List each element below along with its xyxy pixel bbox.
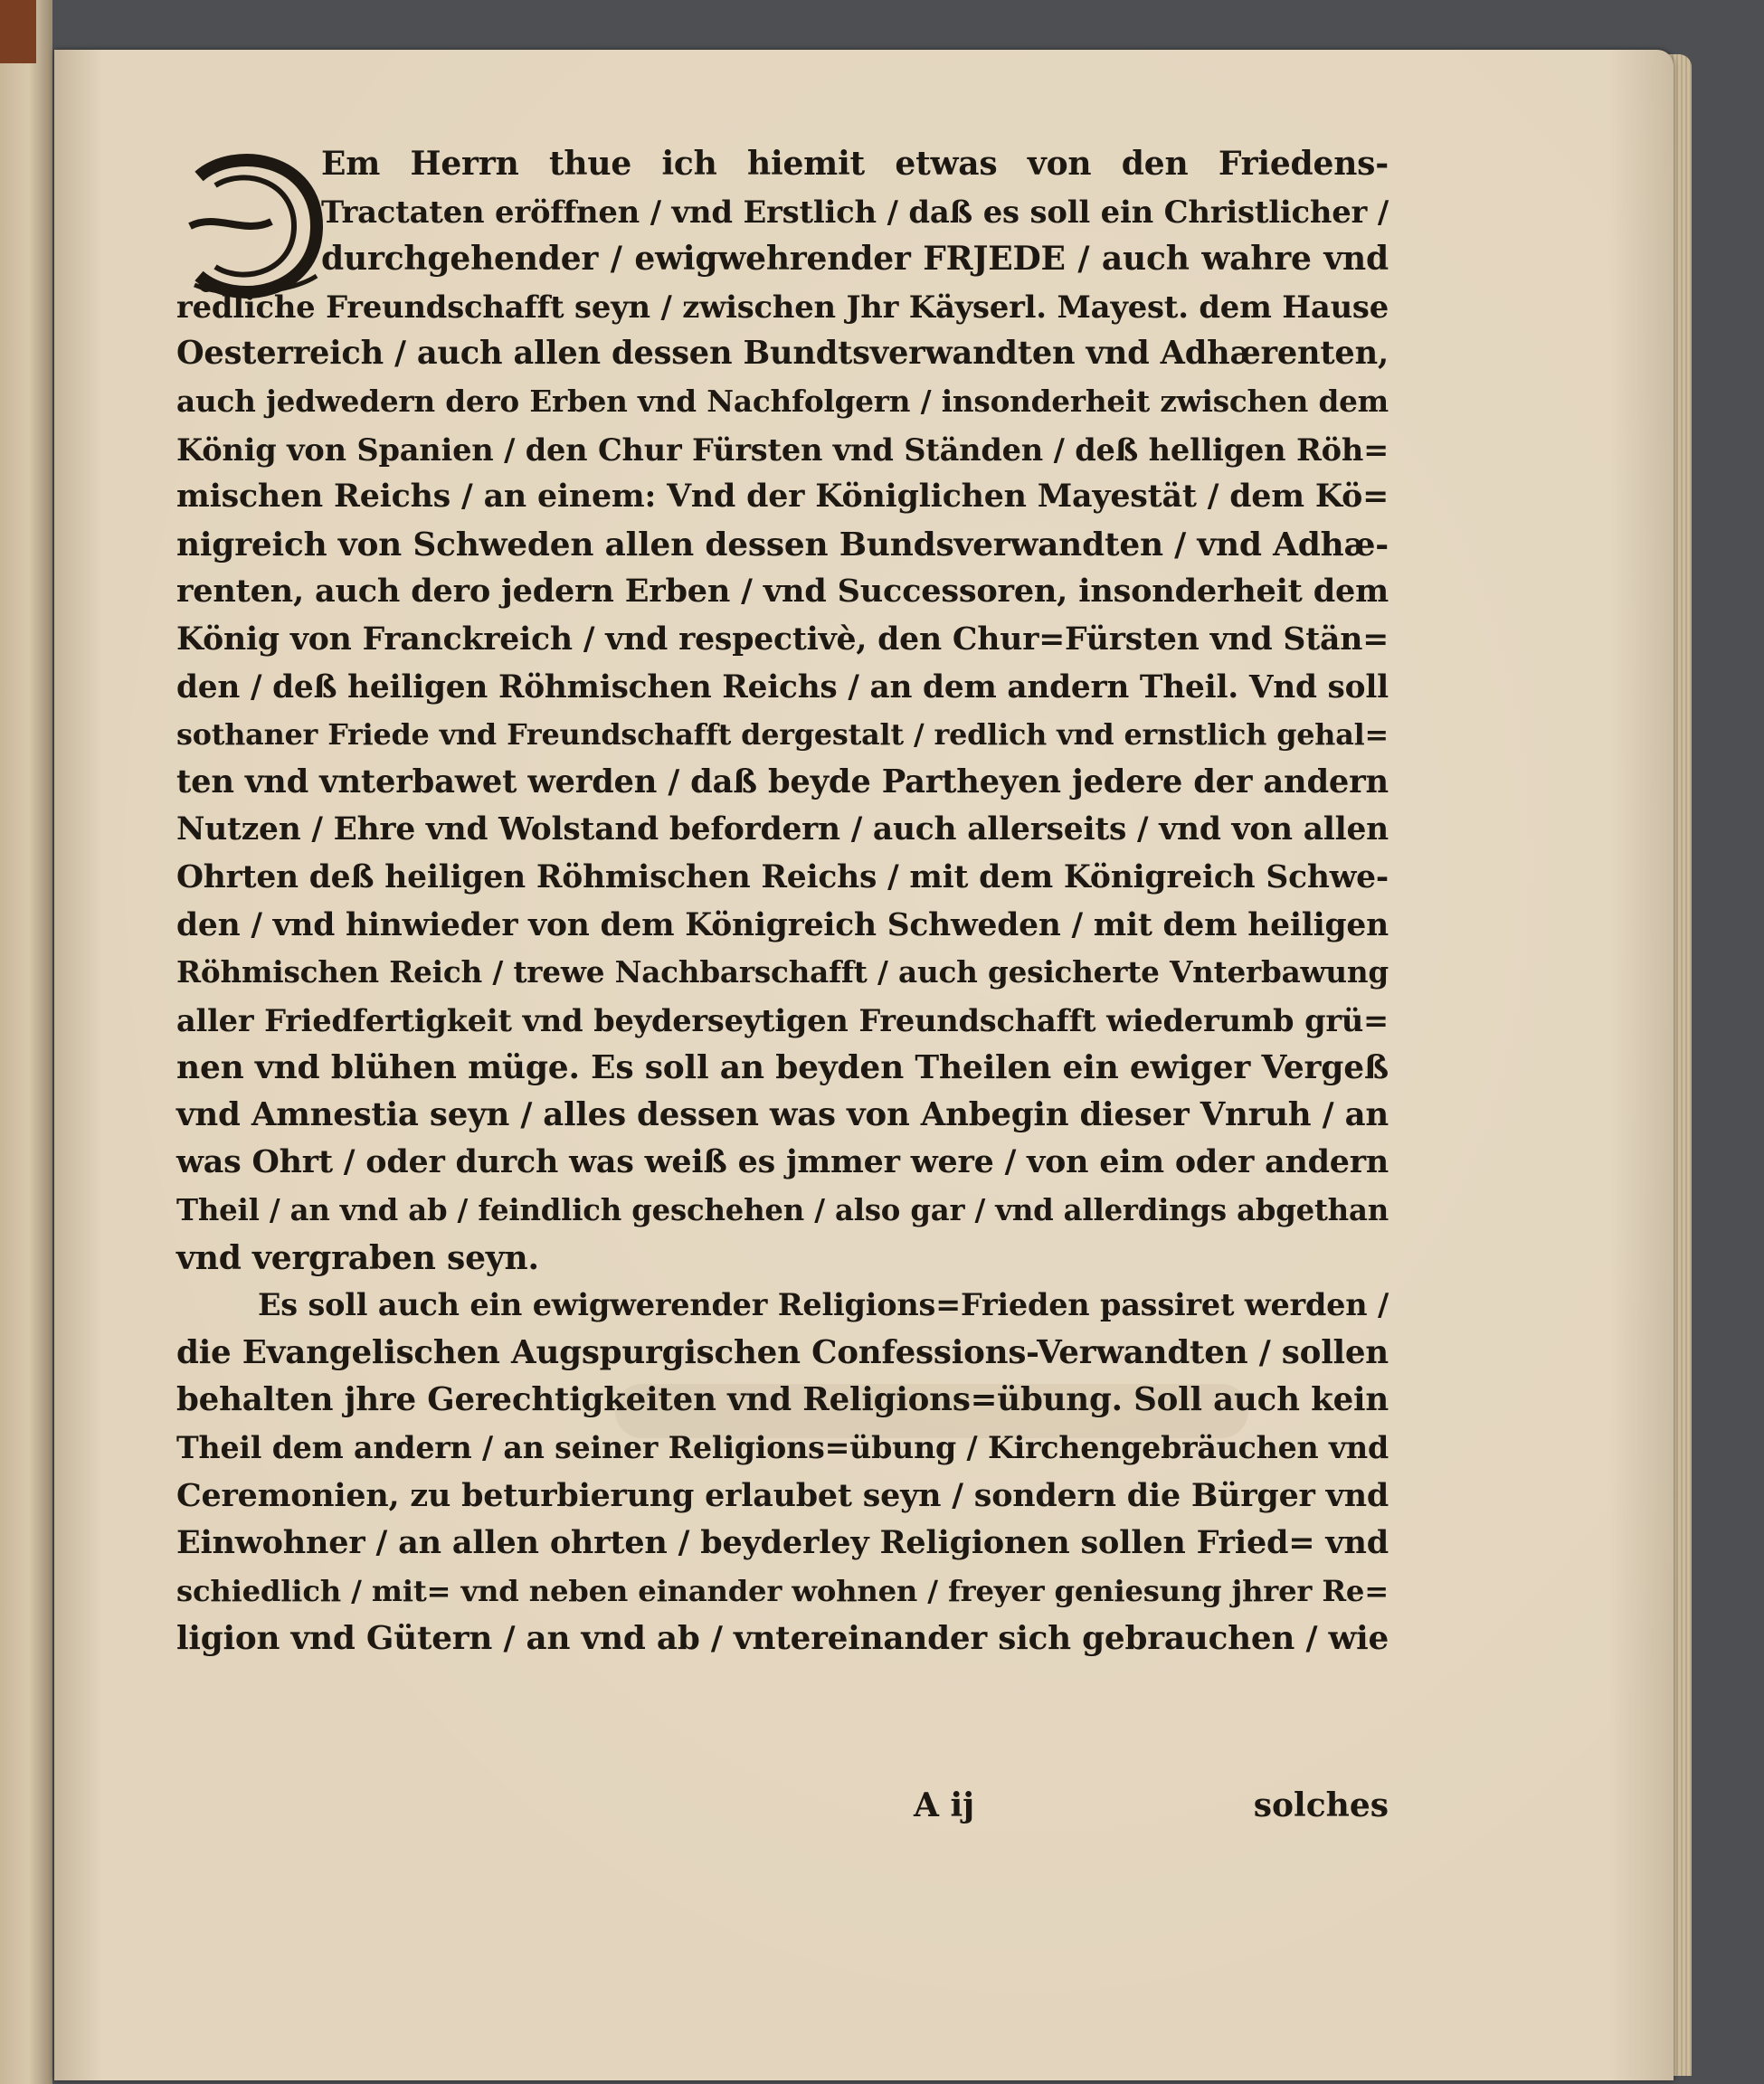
text-line: Röhmischen Reich / trewe Nachbarschafft / auch gesicherte Vnterbawung	[176, 954, 1389, 990]
text-line: behalten jhre Gerechtigkeiten vnd Religions=übung. Soll auch kein	[176, 1381, 1389, 1419]
text-line: Theil dem andern / an seiner Religions=übung / Kirchengebräuchen vnd	[176, 1430, 1389, 1466]
text-line: die Evangelischen Augspurgischen Confessions-Verwandten / sollen	[176, 1333, 1389, 1371]
text-line: Einwohner / an allen ohrten / beyderley Religionen sollen Fried= vnd	[176, 1524, 1389, 1562]
text-line: Es soll auch ein ewigwerender Religions=Frieden passiret werden /	[258, 1287, 1389, 1323]
text-line: Ceremonien, zu beturbierung erlaubet seyn / sondern die Bürger vnd	[176, 1476, 1389, 1514]
text-line: vnd vergraben seyn.	[176, 1238, 539, 1277]
signature-mark: A ij	[914, 1786, 975, 1824]
page-footer	[176, 1786, 1389, 1841]
text-line: schiedlich / mit= vnd neben einander wohnen / freyer geniesung jhrer Re=	[176, 1573, 1389, 1608]
text-line: Em Herrn thue ich hiemit etwas von den Friedens-	[321, 145, 1389, 183]
text-line: renten, auch dero jedern Erben / vnd Successoren, insonderheit dem	[176, 573, 1389, 611]
text-line: König von Spanien / den Chur Fürsten vnd Ständen / deß helligen Röh=	[176, 431, 1389, 468]
text-line: was Ohrt / oder durch was weiß es jmmer were / von eim oder andern	[176, 1143, 1389, 1181]
text-line: sothaner Friede vnd Freundschafft dergestalt / redlich vnd ernstlich gehal=	[176, 717, 1389, 753]
text-block	[176, 140, 1389, 1662]
text-line: durchgehender / ewigwehrender FRJEDE / auch wahre vnd	[321, 240, 1389, 279]
text-line: nigreich von Schweden allen dessen Bundsverwandten / vnd Adhæ-	[176, 525, 1389, 564]
text-line: ligion vnd Gütern / an vnd ab / vntereinander sich gebrauchen / wie	[176, 1619, 1389, 1658]
text-line: redliche Freundschafft seyn / zwischen Jhr Käyserl. Mayest. dem Hause	[176, 288, 1389, 325]
text-line: den / deß heiligen Röhmischen Reichs / an dem andern Theil. Vnd soll	[176, 668, 1389, 706]
text-line: Nutzen / Ehre vnd Wolstand befordern / auch allerseits / vnd von allen	[176, 811, 1389, 848]
text-line: nen vnd blühen müge. Es soll an beyden Theilen ein ewiger Vergeß	[176, 1048, 1389, 1087]
text-line: auch jedwedern dero Erben vnd Nachfolgern / insonderheit zwischen dem	[176, 383, 1389, 419]
text-line: ten vnd vnterbawet werden / daß beyde Partheyen jedere der andern	[176, 763, 1389, 800]
catchword: solches	[1253, 1786, 1389, 1824]
text-line: vnd Amnestia seyn / alles dessen was von Anbegin dieser Vnruh / an	[176, 1095, 1389, 1133]
text-line: Oesterreich / auch allen dessen Bundtsverwandten vnd Adhærenten,	[176, 335, 1389, 373]
text-line: mischen Reichs / an einem: Vnd der Königlichen Mayestät / dem Kö=	[176, 478, 1389, 516]
text-line: aller Friedfertigkeit vnd beyderseytigen Freundschafft wiederumb grü=	[176, 1001, 1389, 1038]
text-line: Ohrten deß heiligen Röhmischen Reichs / mit dem Königreich Schwe-	[176, 858, 1389, 895]
book-page	[54, 50, 1674, 2080]
text-line: Tractaten eröffnen / vnd Erstlich / daß es soll ein Christlicher /	[321, 193, 1389, 230]
text-line: Theil / an vnd ab / feindlich geschehen / also gar / vnd allerdings abgethan	[176, 1193, 1389, 1228]
text-line: den / vnd hinwieder von dem Königreich Schweden / mit dem heiligen	[176, 906, 1389, 943]
adjacent-page-edge	[0, 0, 52, 2084]
text-line: König von Franckreich / vnd respectivè, den Chur=Fürsten vnd Stän=	[176, 620, 1389, 658]
